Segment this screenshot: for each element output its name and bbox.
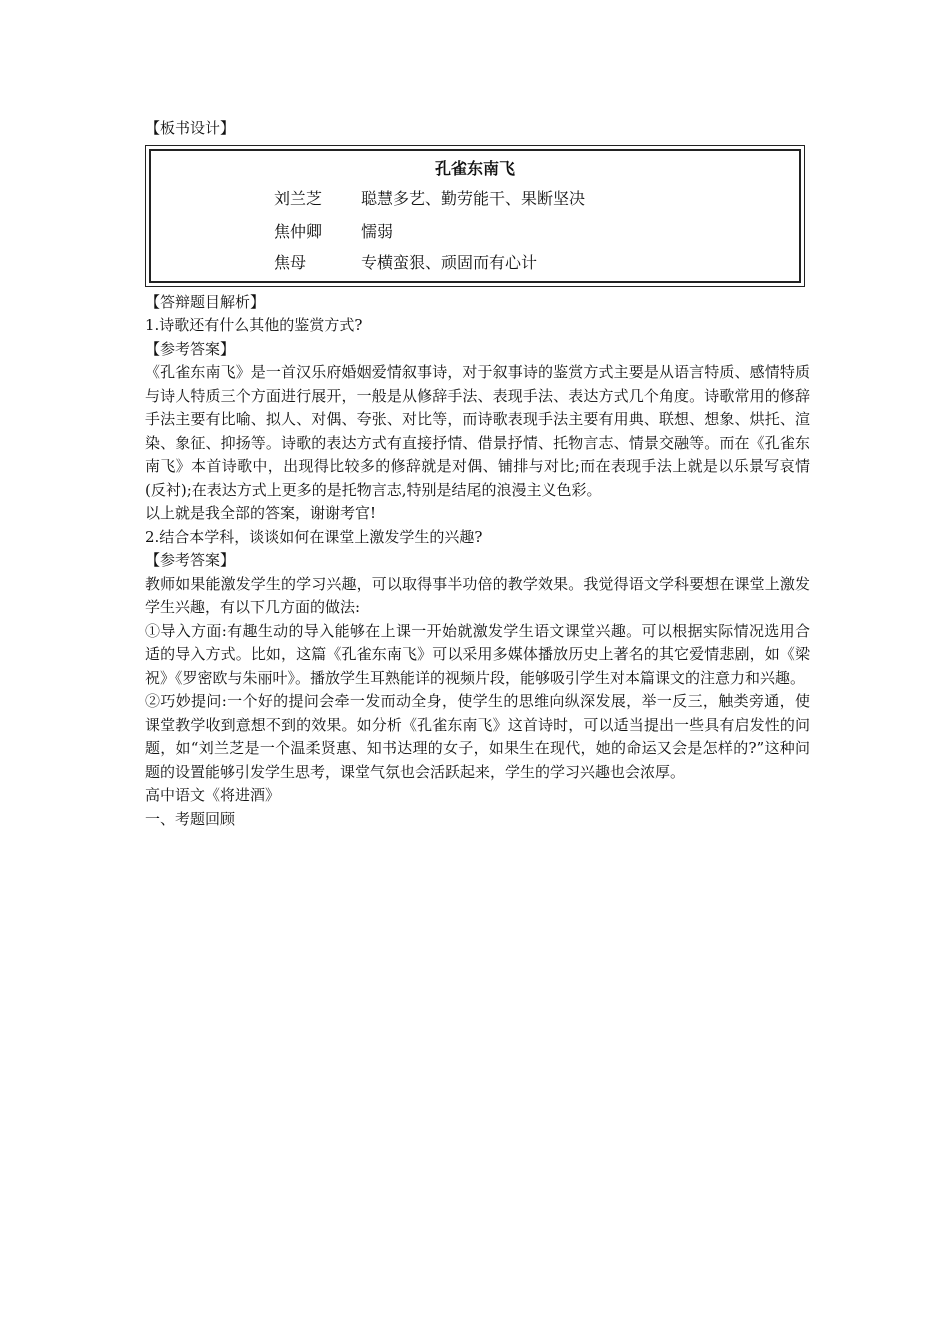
- question-2: 2.结合本学科，谈谈如何在课堂上激发学生的兴趣?: [145, 527, 483, 546]
- board-row-name: 焦仲卿: [274, 221, 323, 241]
- board-row-jiaozhongqing: [151, 217, 799, 247]
- answer-2-point-1: ①导入方面:有趣生动的导入能够在上课一开始就激发学生语文课堂兴趣。可以根据实际情况选用合适的导入方式。比如，这篇《孔雀东南飞》可以采用多媒体播放历史上著名的其它爱情悲剧，如《梁祝》《罗密欧与朱丽叶》。播放学生耳熟能详的视频片段，能够吸引学生对本篇课文的注意力和兴趣。: [145, 621, 810, 687]
- board-design-heading: 【板书设计】: [145, 119, 236, 137]
- answer-2-intro: 教师如果能激发学生的学习兴趣，可以取得事半功倍的教学效果。我觉得语文学科要想在课堂上激发学生兴趣，有以下几方面的做法:: [145, 574, 810, 616]
- answer-2-label: 【参考答案】: [145, 551, 236, 569]
- question-1: 1.诗歌还有什么其他的鉴赏方式?: [145, 316, 363, 334]
- board-row-jiaomu: [151, 248, 799, 278]
- next-section-heading: 一、考题回顾: [145, 809, 236, 828]
- blackboard-design-box: [145, 145, 805, 287]
- board-title: 孔雀东南飞: [434, 158, 515, 178]
- board-row-desc: 专横蛮狠、顽固而有心计: [361, 252, 538, 272]
- blackboard-inner-frame: [149, 149, 801, 283]
- answer-2-point-2: ②巧妙提问:一个好的提问会牵一发而动全身，使学生的思维向纵深发展，举一反三，触类旁通，使课堂教学收到意想不到的效果。如分析《孔雀东南飞》这首诗时，可以适当提出一些具有启发性的问题，如“刘兰芝是一个温柔贤惠、知书达理的女子，如果生在现代，她的命运又会是怎样的?”这种问题的设置能够引发学生思考，课堂气氛也会活跃起来，学生的学习兴趣也会浓厚。: [145, 692, 810, 781]
- board-row-liulanzhi: [151, 184, 799, 214]
- answer-1-text: 《孔雀东南飞》是一首汉乐府婚姻爱情叙事诗，对于叙事诗的鉴赏方式主要是从语言特质、感情特质与诗人特质三个方面进行展开，一般是从修辞手法、表现手法、表达方式几个角度。诗歌常用的修辞手法主要有比喻、拟人、对偶、夸张、对比等，而诗歌表现手法主要有用典、联想、想象、烘托、渲染、象征、抑扬等。诗歌的表达方式有直接抒情、借景抒情、托物言志、情景交融等。而在《孔雀东南飞》本首诗歌中，出现得比较多的修辞就是对偶、铺排与对比;而在表现手法上就是以乐景写哀情(反衬);在表达方式上更多的是托物言志,特别是结尾的浪漫主义色彩。: [145, 363, 810, 499]
- answer-1-closing: 以上就是我全部的答案，谢谢考官!: [145, 504, 377, 522]
- board-row-name: 焦母: [274, 252, 307, 272]
- analysis-heading: 【答辩题目解析】: [145, 292, 266, 311]
- next-lesson-title: 高中语文《将进酒》: [145, 786, 281, 804]
- board-row-desc: 聪慧多艺、勤劳能干、果断坚决: [361, 188, 586, 208]
- answer-1-label: 【参考答案】: [145, 339, 236, 358]
- document-page: [145, 117, 810, 831]
- board-row-desc: 懦弱: [361, 221, 394, 241]
- board-row-name: 刘兰芝: [274, 188, 323, 208]
